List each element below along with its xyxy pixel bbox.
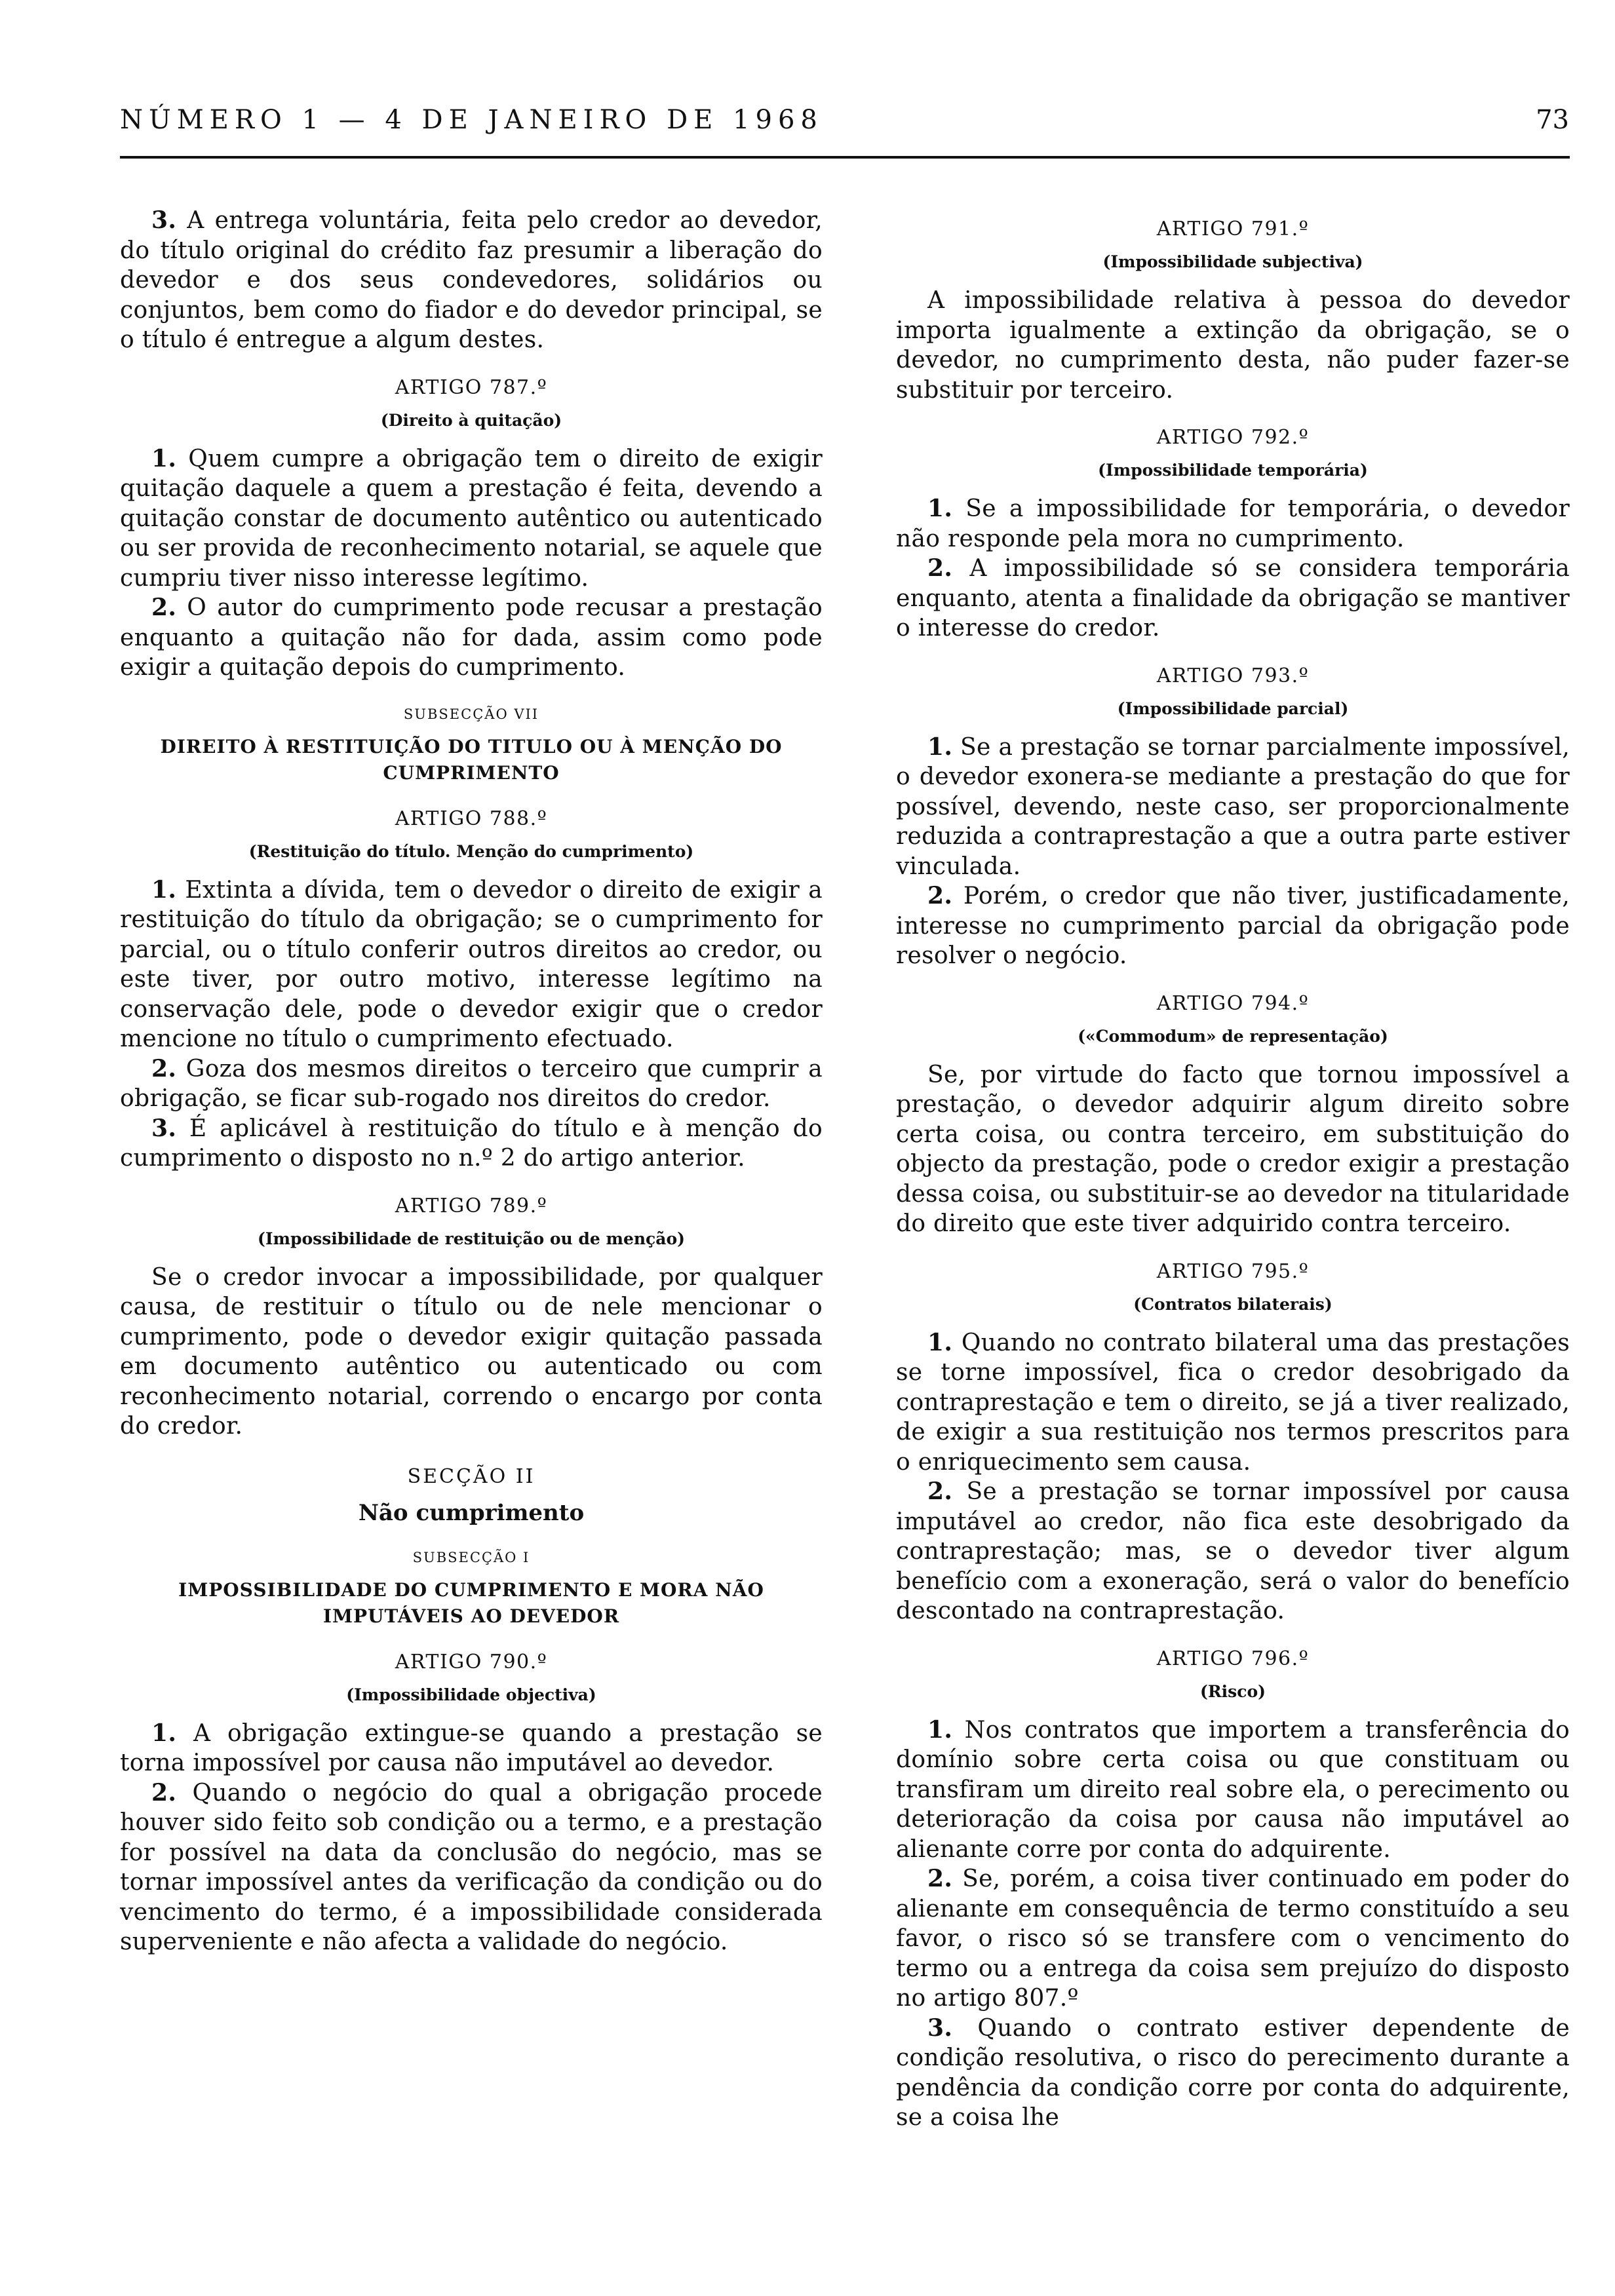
paragraph-number: 3. <box>151 1114 177 1142</box>
paragraph <box>120 206 823 355</box>
paragraph-text: A entrega voluntária, feita pelo credor ao devedor, do título original do crédito faz presumir a liberação do devedor e dos seus condevedores, solidários ou conjuntos, bem como do fiador e do devedor principal, se o título é entregue a algum destes. <box>120 207 823 353</box>
paragraph-number: 2. <box>151 1778 177 1807</box>
article-heading: ARTIGO 788.º <box>395 807 548 830</box>
paragraph <box>120 444 823 594</box>
paragraph <box>896 554 1570 643</box>
paragraph-number: 1. <box>927 495 953 522</box>
paragraph-text: Se a prestação se tornar parcialmente impossível, o devedor exonera-se mediante a prestação do que for possível, devendo, neste caso, ser proporcionalmente reduzida a contraprestação a que a outra parte estiver vinculada. <box>896 733 1570 880</box>
article-heading: ARTIGO 790.º <box>395 1650 548 1674</box>
section-title: Não cumprimento <box>358 1499 585 1526</box>
paragraph-number: 1. <box>927 733 953 761</box>
article-subtitle: (Direito à quitação) <box>380 410 562 430</box>
right-column <box>896 197 1570 2133</box>
paragraph-text: Porém, o credor que não tiver, justificadamente, interesse no cumprimento parcial da obrigação pode resolver o negócio. <box>896 883 1570 969</box>
page-number: 73 <box>1536 105 1569 135</box>
article-subtitle: (Risco) <box>1200 1681 1266 1701</box>
paragraph-text: Se, porém, a coisa tiver continuado em poder do alienante em consequência de termo constituído a seu favor, o risco só se transfere com o vencimento do termo ou a entrega da coisa sem prejuízo do disposto no artigo 807.º <box>896 1866 1570 2012</box>
subsection-label: SUBSECÇÃO I <box>412 1549 530 1565</box>
paragraph-text: Quando o contrato estiver dependente de condição resolutiva, o risco do perecimento durante a pendência da condição corre por conta do adquirente, se a coisa lhe <box>896 2014 1570 2131</box>
article-heading: ARTIGO 789.º <box>395 1194 548 1217</box>
paragraph-number: 3. <box>927 2014 953 2042</box>
paragraph-text: Se a prestação se tornar impossível por causa imputável ao credor, não fica este desobrigado da contraprestação; mas, se o devedor tiver algum benefício com a exoneração, será o valor do benefício descontado na contraprestação. <box>896 1478 1570 1624</box>
article-subtitle: («Commodum» de representação) <box>1078 1026 1388 1046</box>
paragraph-number: 2. <box>151 1054 177 1082</box>
paragraph-number: 1. <box>151 875 177 904</box>
article-subtitle: (Impossibilidade subjectiva) <box>1102 252 1363 271</box>
paragraph <box>896 733 1570 882</box>
article-subtitle: (Contratos bilaterais) <box>1133 1294 1333 1314</box>
paragraph <box>120 1054 823 1114</box>
left-column <box>120 197 823 1957</box>
article-heading: ARTIGO 787.º <box>395 375 548 399</box>
paragraph-text: Goza dos mesmos direitos o terceiro que cumprir a obrigação, se ficar sub-rogado nos direitos do credor. <box>120 1055 823 1112</box>
article-heading: ARTIGO 793.º <box>1156 664 1310 687</box>
running-header: NÚMERO 1 — 4 DE JANEIRO DE 1968 <box>120 105 823 135</box>
paragraph <box>896 494 1570 554</box>
article-subtitle: (Impossibilidade temporária) <box>1098 461 1368 480</box>
section-label: SECÇÃO II <box>407 1464 535 1488</box>
paragraph <box>896 2014 1570 2133</box>
paragraph <box>896 1864 1570 2014</box>
paragraph-text: O autor do cumprimento pode recusar a prestação enquanto a quitação não for dada, assim como pode exigir a quitação depois do cumprimento. <box>120 594 823 681</box>
paragraph-number: 2. <box>151 594 177 621</box>
header-rule <box>120 156 1570 159</box>
paragraph: A impossibilidade relativa à pessoa do devedor importa igualmente a extinção da obrigação, se o devedor, no cumprimento desta, não puder fazer-se substituir por terceiro. <box>896 287 1570 404</box>
paragraph <box>896 1328 1570 1478</box>
paragraph-number: 1. <box>927 1328 953 1356</box>
subsection-title: DIREITO À RESTITUIÇÃO DO TITULO OU À MENÇÃO DO CUMPRIMENTO <box>160 735 783 784</box>
paragraph-text: Se a impossibilidade for temporária, o devedor não responde pela mora no cumprimento. <box>896 495 1570 552</box>
paragraph <box>120 875 823 1054</box>
paragraph <box>120 1114 823 1174</box>
paragraph-text: Nos contratos que importem a transferência do domínio sobre certa coisa ou que constituam ou transfiram um direito real sobre ela, o perecimento ou deterioração da coisa por causa não imputável ao alienante corre por conta do adquirente. <box>896 1716 1570 1863</box>
paragraph-text: A impossibilidade só se considera temporária enquanto, atenta a finalidade da obrigação se mantiver o interesse do credor. <box>896 555 1570 641</box>
paragraph <box>120 1778 823 1957</box>
paragraph-text: Extinta a dívida, tem o devedor o direito de exigir a restituição do título da obrigação; se o cumprimento for parcial, ou o título conferir outros direitos ao credor, ou este tiver, por outro motivo, interesse legítimo na conservação dele, pode o devedor exigir que o credor mencione no título o cumprimento efectuado. <box>120 876 823 1052</box>
paragraph <box>896 881 1570 971</box>
article-heading: ARTIGO 795.º <box>1156 1259 1310 1283</box>
paragraph-number: 3. <box>151 206 177 234</box>
paragraph-number: 2. <box>927 1478 953 1505</box>
article-heading: ARTIGO 792.º <box>1156 426 1310 449</box>
article-heading: ARTIGO 791.º <box>1156 218 1310 240</box>
paragraph-number: 1. <box>151 444 177 472</box>
paragraph-text: Quando o negócio do qual a obrigação procede houver sido feito sob condição ou a termo, e a prestação for possível na data da conclusão do negócio, mas se tornar impossível antes da verificação da condição ou do vencimento do termo, é a impossibilidade considerada superveniente e não afecta a validade do negócio. <box>120 1779 823 1955</box>
paragraph <box>120 593 823 683</box>
paragraph-number: 2. <box>927 554 953 582</box>
paragraph-text: É aplicável à restituição do título e à menção do cumprimento o disposto no n.º 2 do artigo anterior. <box>120 1115 823 1172</box>
paragraph-text: A obrigação extingue-se quando a prestação se torna impossível por causa não imputável ao devedor. <box>120 1719 823 1776</box>
paragraph: Se, por virtude do facto que tornou impossível a prestação, o devedor adquirir algum direito sobre certa coisa, ou contra terceiro, em substituição do objecto da prestação, pode o credor exigir a prestação dessa coisa, ou substituir-se ao devedor na titularidade do direito que este tiver adquirido contra terceiro. <box>896 1061 1570 1237</box>
article-subtitle: (Impossibilidade de restituição ou de menção) <box>258 1229 685 1248</box>
article-heading: ARTIGO 794.º <box>1156 991 1310 1015</box>
paragraph <box>896 1477 1570 1626</box>
paragraph-number: 1. <box>927 1715 953 1744</box>
article-heading: ARTIGO 796.º <box>1156 1647 1310 1670</box>
paragraph <box>896 1715 1570 1865</box>
paragraph-text: Quem cumpre a obrigação tem o direito de exigir quitação daquele a quem a prestação é feita, devendo a quitação constar de documento autêntico ou autenticado ou ser provida de reconhecimento notarial, se aquele que cumpriu tiver nisso interesse legítimo. <box>120 445 823 592</box>
article-subtitle: (Impossibilidade objectiva) <box>346 1685 596 1704</box>
article-subtitle: (Impossibilidade parcial) <box>1117 698 1349 718</box>
paragraph-text: Quando no contrato bilateral uma das prestações se torne impossível, fica o credor desobrigado da contraprestação e tem o direito, se já a tiver realizado, de exigir a sua restituição nos termos prescritos para o enriquecimento sem causa. <box>896 1329 1570 1476</box>
paragraph <box>120 1719 823 1778</box>
paragraph-number: 2. <box>927 1865 953 1892</box>
subsection-title: IMPOSSIBILIDADE DO CUMPRIMENTO E MORA NÃO IMPUTÁVEIS AO DEVEDOR <box>178 1578 764 1627</box>
subsection-label: SUBSECÇÃO VII <box>403 706 539 722</box>
paragraph: Se o credor invocar a impossibilidade, por qualquer causa, de restituir o título ou de nele mencionar o cumprimento, pode o devedor exigir quitação passada em documento autêntico ou autenticado ou com reconhecimento notarial, correndo o encargo por conta do credor. <box>120 1263 823 1440</box>
paragraph-number: 2. <box>927 882 953 909</box>
article-subtitle: (Restituição do título. Menção do cumprimento) <box>248 841 694 861</box>
paragraph-number: 1. <box>151 1719 177 1747</box>
